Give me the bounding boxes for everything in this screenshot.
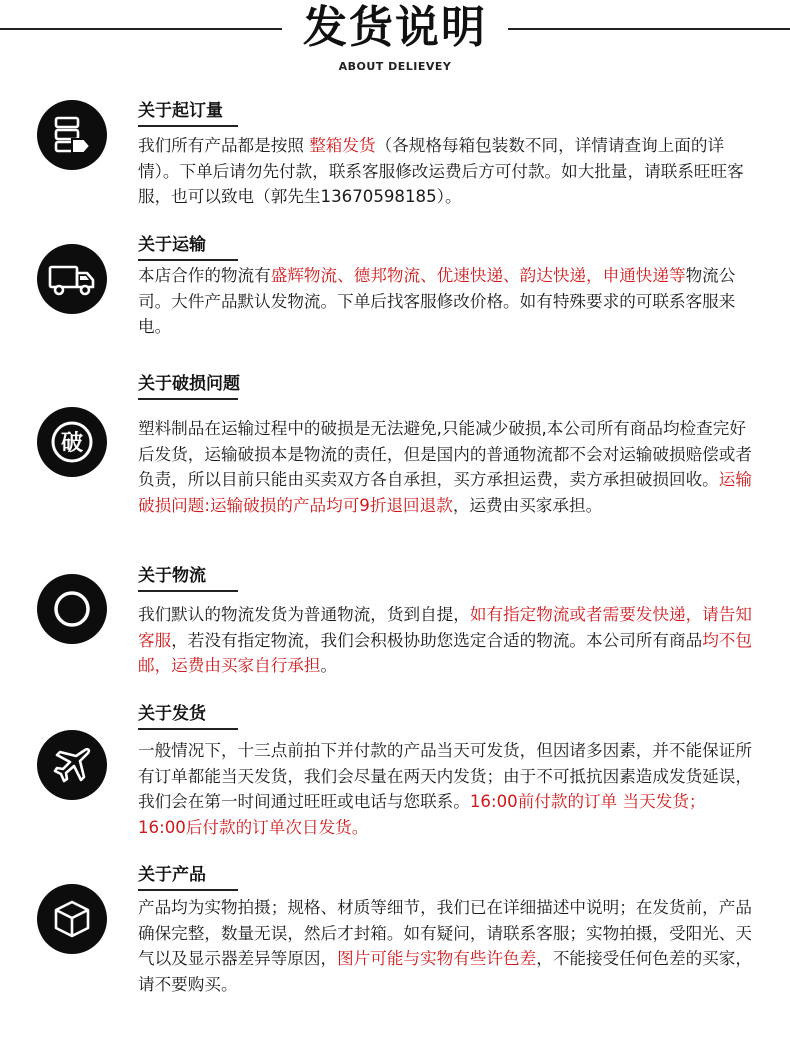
section-body <box>138 263 753 340</box>
body-text: ，若没有指定物流，我们会积极协助您选定合适的物流。本公司所有商品 <box>171 630 703 650</box>
body-highlight: 图片可能与实物有些许色差 <box>337 949 537 968</box>
airplane-icon <box>37 730 107 800</box>
body-text: ，不能接受任何色差的买家，请不要购买。 <box>138 949 752 994</box>
body-text: 塑料制品在运输过程中的破损是无法避免,只能减少破损,本公司所有商品均检查完好后发货，运输破损本是物流的责任，但是国内的普通物流都不会对运输破损赔偿或者负责，所以目前只能由买卖双方各自承担，买方承担运费，卖方承担破损回收。 <box>138 419 752 489</box>
section-body <box>138 133 753 210</box>
body-highlight: 如有指定物流或者需要发快递，请告知客服 <box>138 605 752 650</box>
section-title: 关于运输 <box>138 234 238 261</box>
body-text: 我们所有产品都是按照 <box>138 136 310 155</box>
database-tag-icon <box>37 100 107 170</box>
section-body <box>138 602 753 679</box>
broken-badge-char: 破 <box>60 431 84 456</box>
body-highlight: 盛辉物流、德邦物流、优速快递、韵达快递，申通快递等 <box>270 266 686 285</box>
body-text: 本店合作的物流有 <box>138 266 271 285</box>
section-title: 关于物流 <box>138 565 238 592</box>
body-text: 。 <box>320 656 338 675</box>
section-body <box>138 738 753 840</box>
section-title: 关于起订量 <box>138 100 238 127</box>
section-title: 关于发货 <box>138 703 238 730</box>
body-text: ，运费由买家承担。 <box>452 495 603 515</box>
body-text: （各规格每箱包装数不同，详情请查询上面的详情）。下单后请勿先付款，联系客服修改运费后方可付款。如大批量，请联系旺旺客服，也可以致电（郭先生13670598185）。 <box>138 136 744 206</box>
section-title: 关于破损问题 <box>138 373 238 400</box>
page-subtitle: ABOUT DELIEVEY <box>338 60 452 73</box>
header-rule-right <box>508 28 790 30</box>
page-header <box>0 0 790 80</box>
section-title: 关于产品 <box>138 864 238 891</box>
body-highlight: 整箱发货 <box>309 136 376 155</box>
body-highlight: 16:00前付款的订单 当天发货； 16:00后付款的订单次日发货。 <box>138 792 706 837</box>
body-text: 一般情况下，十三点前拍下并付款的产品当天可发货，但因诸多因素，并不能保证所有订单都能当天发货，我们会尽量在两天内发货；由于不可抵抗因素造成发货延误，我们会在第一时间通过旺旺或电话与您联系。 <box>138 741 752 811</box>
broken-badge-icon <box>37 407 107 477</box>
truck-icon <box>37 244 107 314</box>
page-title: 发货说明 <box>303 2 487 53</box>
header-rule-left <box>0 28 282 30</box>
body-text: 我们默认的物流发货为普通物流，货到自提， <box>138 605 470 624</box>
section-body <box>138 416 753 518</box>
ring-icon <box>37 574 107 644</box>
body-highlight: 均不包邮，运费由买家自行承担 <box>138 630 752 675</box>
box-icon <box>37 884 107 954</box>
body-highlight: 运输破损问题:运输破损的产品均可9折退回退款 <box>138 470 752 515</box>
body-text: 产品均为实物拍摄；规格、材质等细节，我们已在详细描述中说明；在发货前，产品确保完整，数量无误，然后才封箱。如有疑问，请联系客服；实物拍摄，受阳光、天气以及显示器差异等原因， <box>138 898 752 968</box>
body-text: 物流公司。大件产品默认发物流。下单后找客服修改价格。如有特殊要求的可联系客服来电。 <box>138 266 736 336</box>
section-body <box>138 895 753 997</box>
